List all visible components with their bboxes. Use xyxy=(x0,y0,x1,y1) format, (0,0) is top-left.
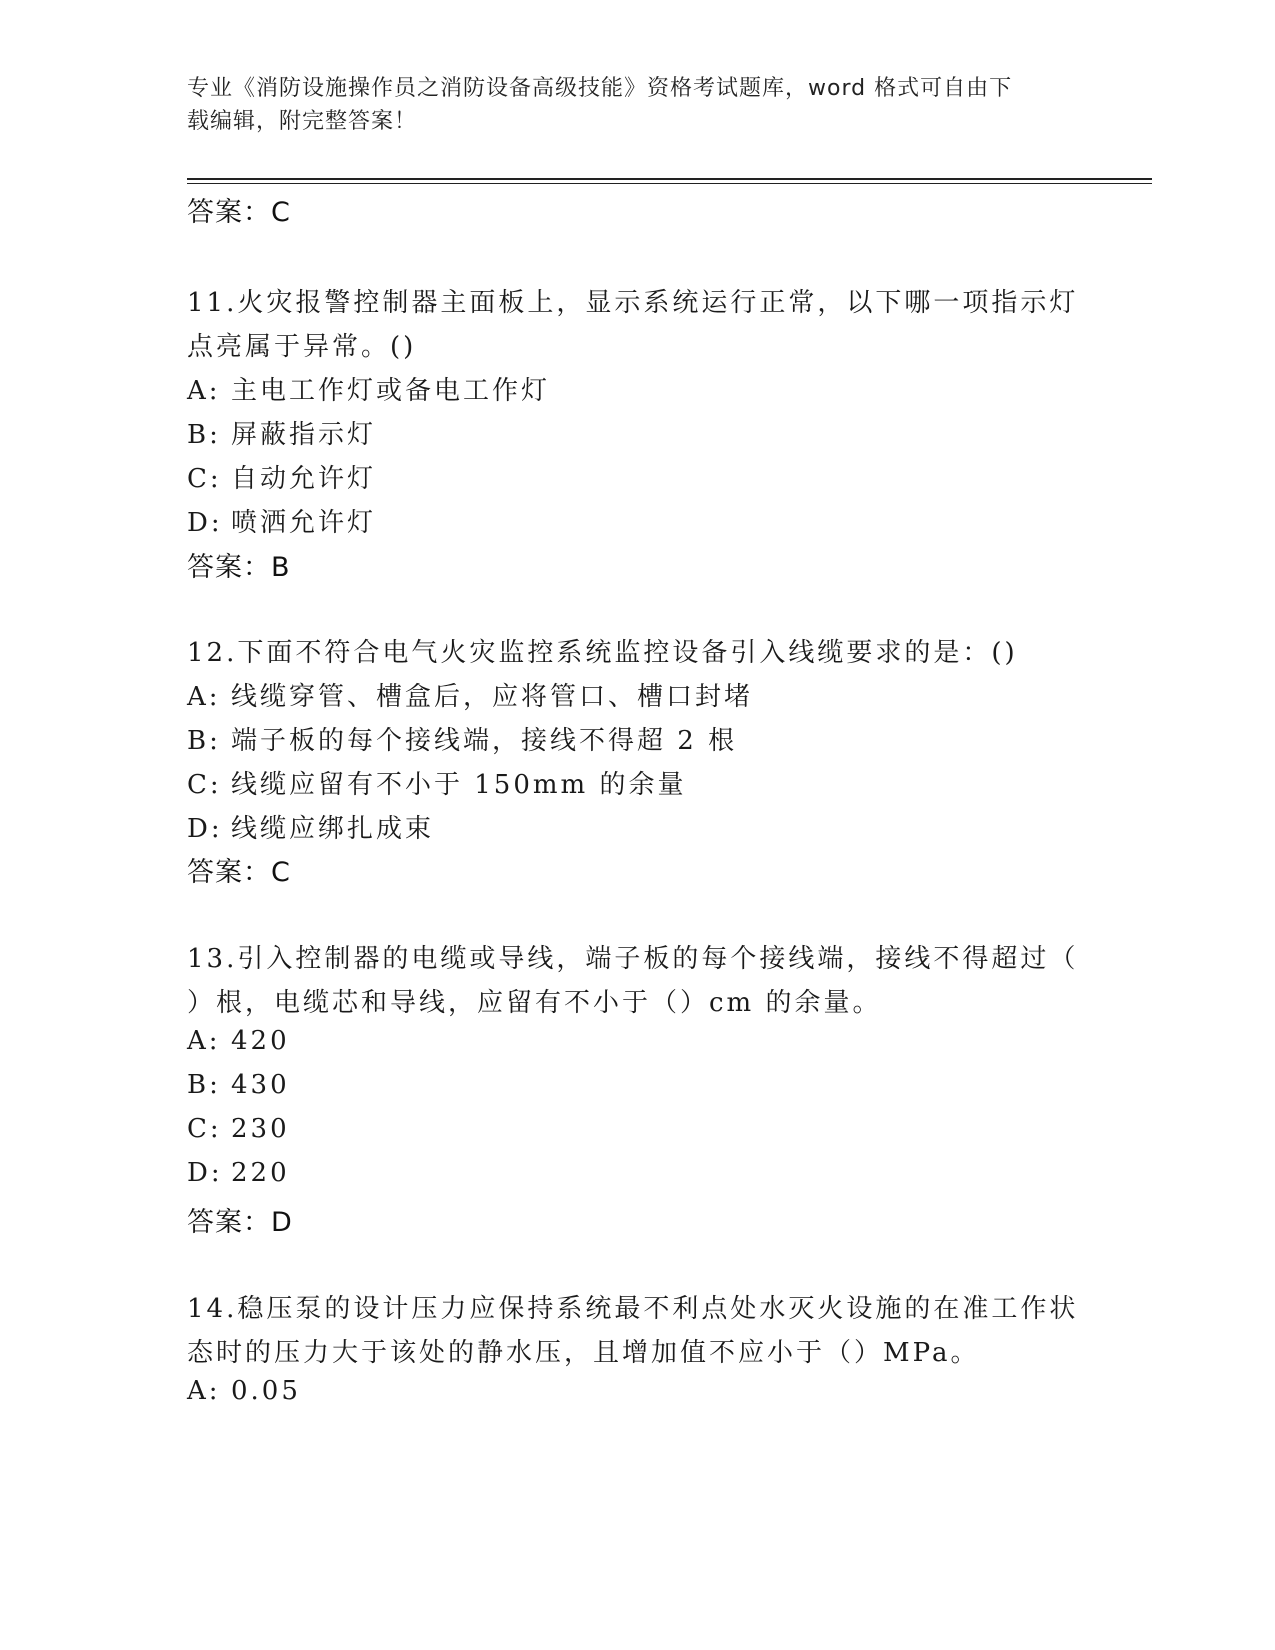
option-text: 线缆穿管、槽盒后，应将管口、槽口封堵 xyxy=(231,682,754,712)
question-14-option-a xyxy=(187,1376,301,1406)
header-line-1: 专业《消防设施操作员之消防设备高级技能》资格考试题库，word 格式可自由下 xyxy=(187,76,1013,101)
question-13-option-a xyxy=(187,1026,290,1056)
option-key: B: xyxy=(187,726,221,756)
question-13-stem: 13.引入控制器的电缆或导线，端子板的每个接线端，接线不得超过（ xyxy=(187,944,1079,974)
question-11-option-c xyxy=(187,458,376,495)
question-11-stem-cont: 点亮属于异常。() xyxy=(187,332,417,362)
option-text: 220 xyxy=(231,1158,290,1188)
option-key: A: xyxy=(187,376,221,406)
option-key: C: xyxy=(187,1114,222,1144)
option-text: 230 xyxy=(231,1114,290,1144)
question-11-option-b xyxy=(187,414,376,451)
question-12-option-c xyxy=(187,764,686,801)
question-13-option-b xyxy=(187,1070,290,1100)
option-text: 屏蔽指示灯 xyxy=(231,420,377,450)
question-12-option-d xyxy=(187,808,434,845)
question-12-option-b xyxy=(187,720,737,757)
option-text: 主电工作灯或备电工作灯 xyxy=(231,376,551,406)
option-text: 430 xyxy=(231,1070,290,1100)
option-key: A: xyxy=(187,1026,221,1056)
answer-line: 答案：C xyxy=(187,197,291,228)
option-key: C: xyxy=(187,770,222,800)
option-key: A: xyxy=(187,682,221,712)
question-13-stem-cont: ）根，电缆芯和导线，应留有不小于（）cm 的余量。 xyxy=(187,988,882,1018)
option-text: 0.05 xyxy=(231,1376,301,1406)
question-11-stem: 11.火灾报警控制器主面板上，显示系统运行正常，以下哪一项指示灯 xyxy=(187,288,1079,318)
option-key: B: xyxy=(187,420,221,450)
question-11-answer: 答案：B xyxy=(187,552,291,583)
option-text: 喷洒允许灯 xyxy=(231,508,377,538)
option-key: D: xyxy=(187,814,223,844)
option-text: 线缆应留有不小于 150mm 的余量 xyxy=(231,770,687,800)
option-key: D: xyxy=(187,1158,223,1188)
option-key: C: xyxy=(187,464,222,494)
question-13-answer: 答案：D xyxy=(187,1207,293,1238)
question-12-option-a xyxy=(187,676,753,713)
question-12-stem: 12.下面不符合电气火灾监控系统监控设备引入线缆要求的是：() xyxy=(187,638,1018,668)
question-13-option-d xyxy=(187,1158,290,1188)
option-text: 线缆应绑扎成束 xyxy=(231,814,435,844)
option-text: 自动允许灯 xyxy=(231,464,377,494)
option-key: A: xyxy=(187,1376,221,1406)
question-14-stem-cont: 态时的压力大于该处的静水压，且增加值不应小于（）MPa。 xyxy=(187,1338,980,1368)
option-key: D: xyxy=(187,508,223,538)
option-text: 420 xyxy=(231,1026,290,1056)
question-14-stem: 14.稳压泵的设计压力应保持系统最不利点处水灭火设施的在准工作状 xyxy=(187,1294,1079,1324)
header-line-2: 载编辑，附完整答案！ xyxy=(187,109,418,134)
question-11-option-a xyxy=(187,370,550,407)
header-divider xyxy=(187,178,1152,180)
document-header xyxy=(187,72,1067,138)
option-key: B: xyxy=(187,1070,221,1100)
header-divider-thin xyxy=(187,183,1152,184)
question-11-option-d xyxy=(187,502,376,539)
option-text: 端子板的每个接线端，接线不得超 2 根 xyxy=(231,726,738,756)
question-13-option-c xyxy=(187,1114,290,1144)
question-12-answer: 答案：C xyxy=(187,857,291,888)
